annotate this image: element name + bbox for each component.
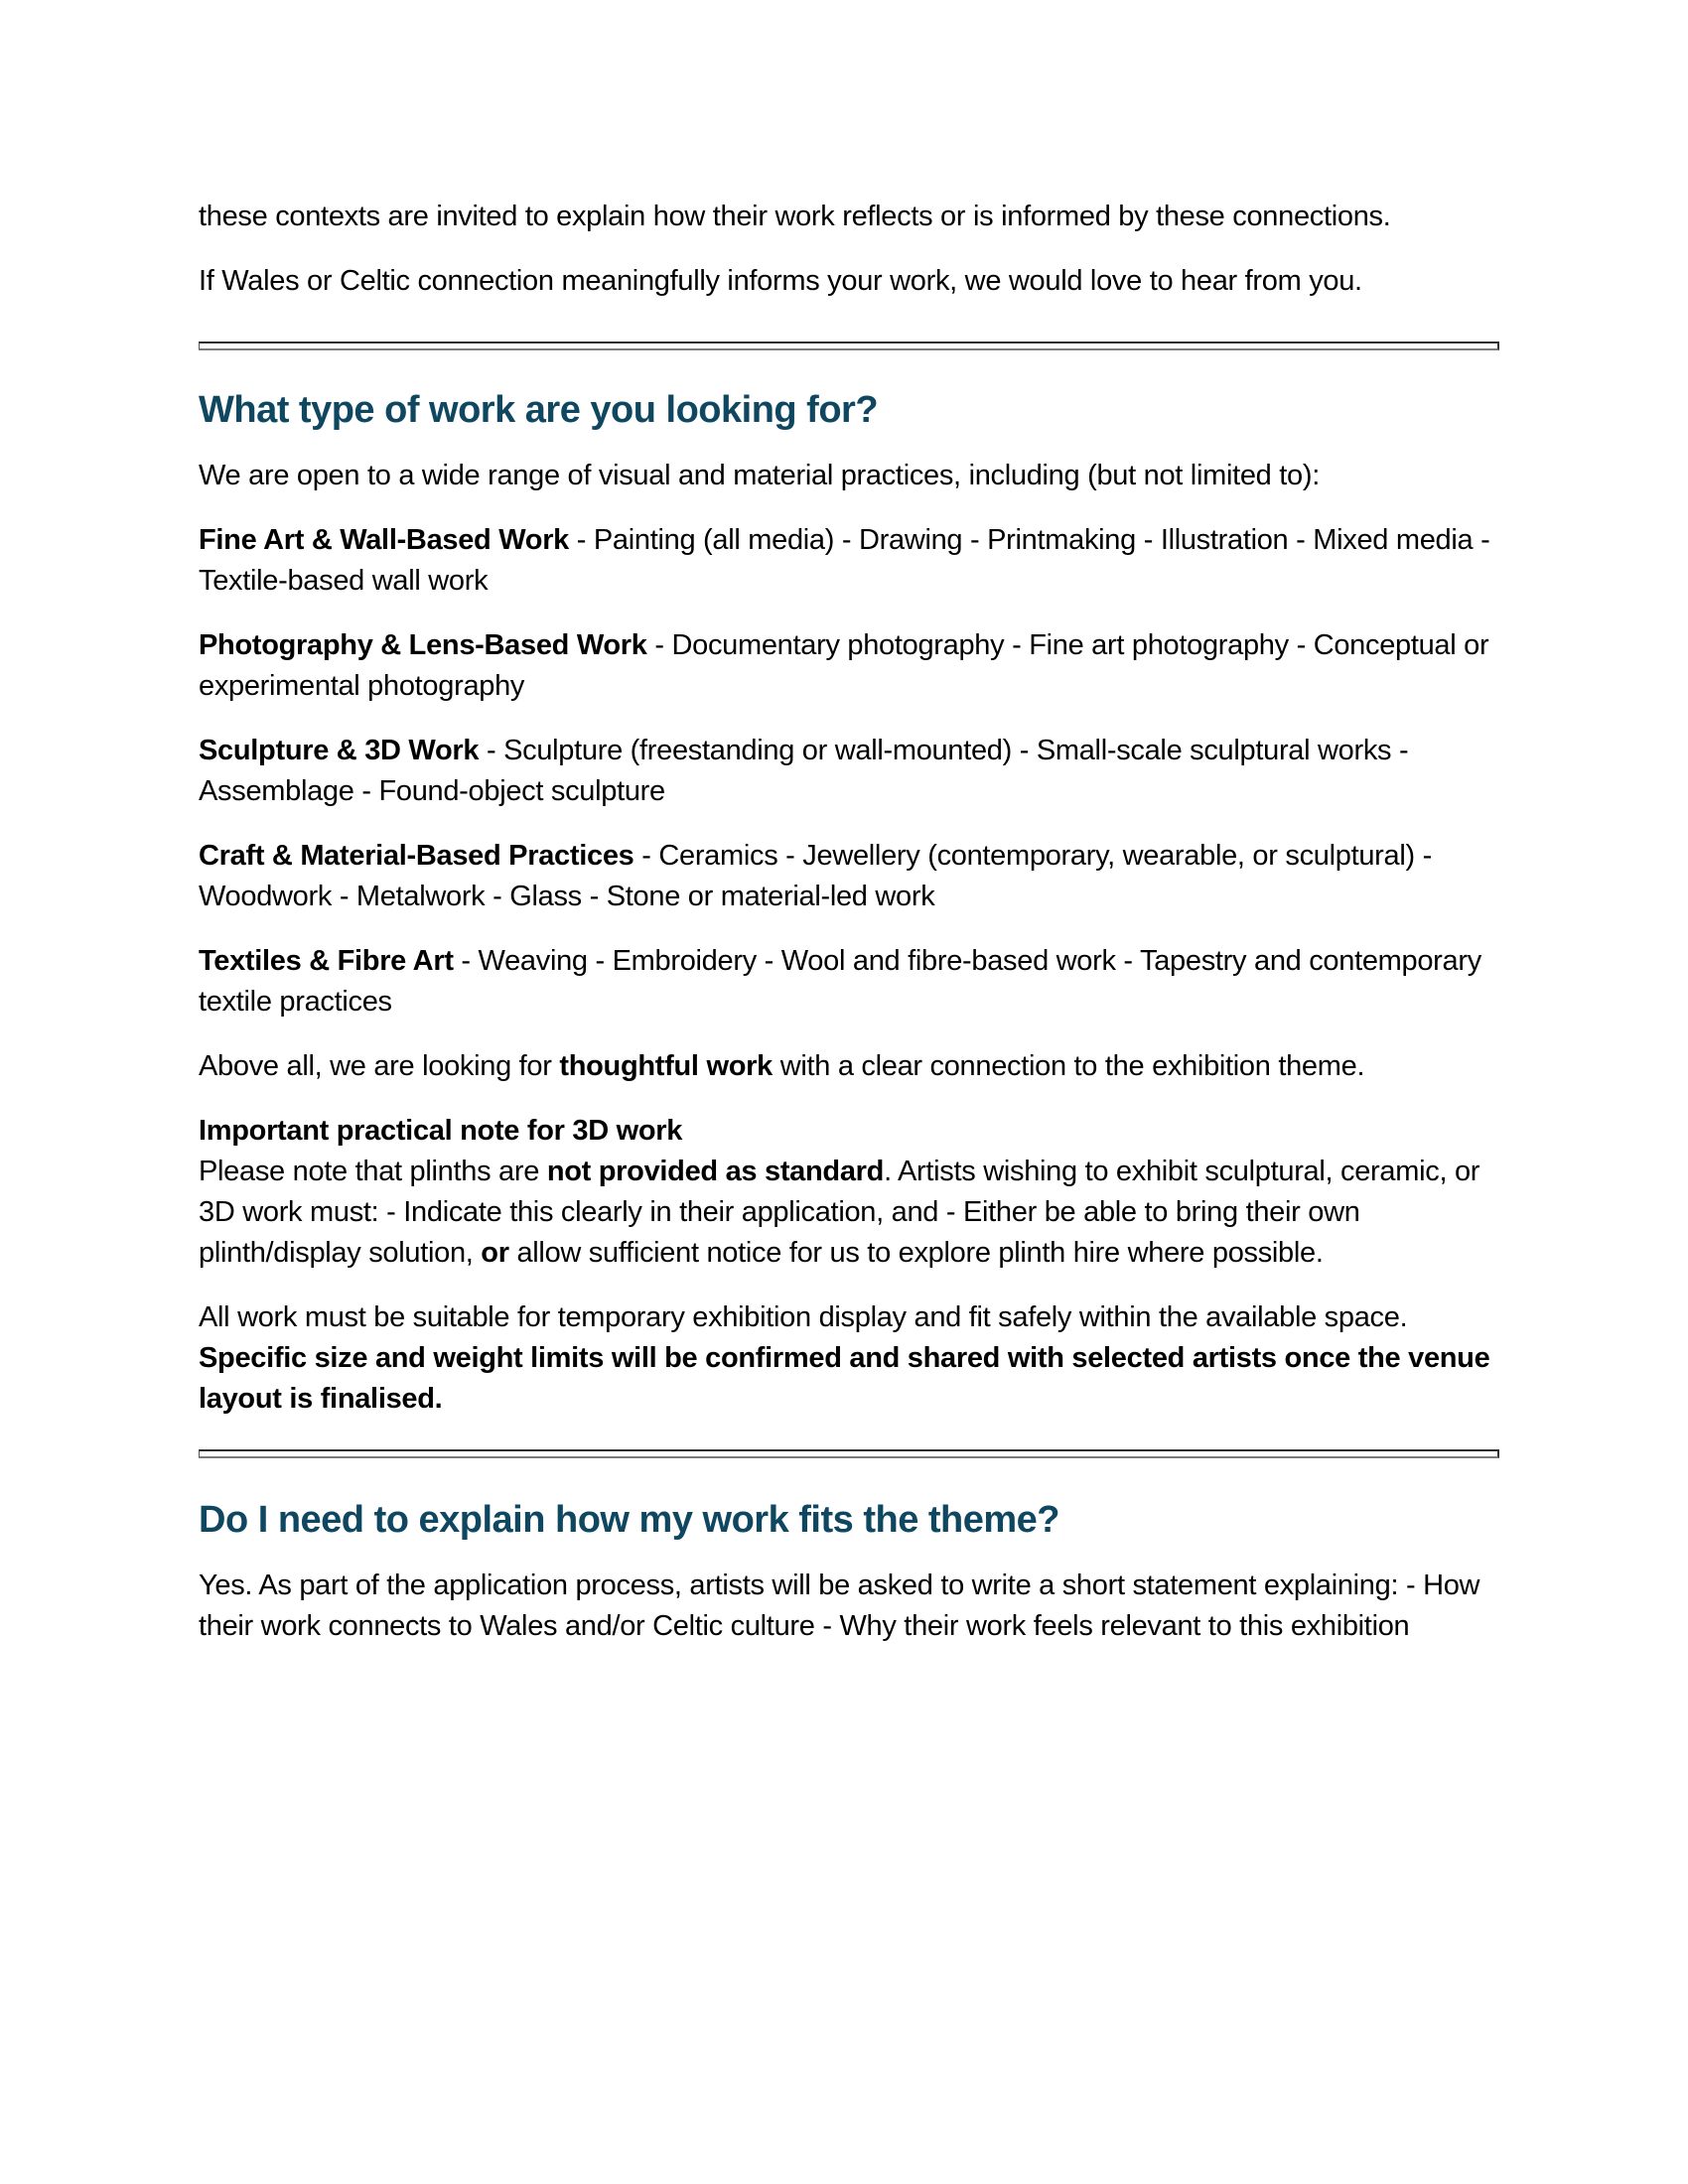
category-items: - Ceramics - Jewellery (contemporary, wearable, or sculptural) - Woodwork - Metalwork - Glass - Stone or material-led work (199, 840, 1432, 912)
category-items: - Sculpture (freestanding or wall-mounted) - Small-scale sculptural works - Assemblage - Found-object sculpture (199, 735, 1409, 807)
emphasis-text: thoughtful work (559, 1050, 773, 1082)
section-heading-work-type: What type of work are you looking for? (199, 389, 879, 431)
suitability-paragraph (199, 1297, 1499, 1420)
emphasis-text: Specific size and weight limits will be confirmed and shared with selected artists once the venue layout is finalised. (199, 1342, 1490, 1415)
text-run: Please note that plinths are (199, 1156, 547, 1187)
text-run: with a clear connection to the exhibition theme. (772, 1050, 1365, 1082)
document-page (199, 197, 1499, 1671)
text-run: All work must be suitable for temporary exhibition display and fit safely within the available space. (199, 1301, 1408, 1333)
horizontal-rule (199, 341, 1499, 350)
emphasis-text: or (481, 1237, 509, 1269)
text-run: allow sufficient notice for us to explore plinth hire where possible. (508, 1237, 1324, 1269)
section-heading-explain-theme: Do I need to explain how my work fits the theme? (199, 1499, 1060, 1541)
text-run: . Artists wishing to exhibit sculptural, ceramic, or 3D work must: - Indicate this clearly in their application, and - Either be able to bring their own plinth/display solution, (199, 1156, 1480, 1269)
note-title (199, 1111, 1499, 1152)
category-items: - Painting (all media) - Drawing - Printmaking - Illustration - Mixed media - Textile-based wall work (199, 524, 1490, 597)
category-photography (199, 625, 1499, 707)
category-title: Photography & Lens-Based Work (199, 629, 647, 661)
category-fine-art (199, 520, 1499, 602)
emphasis-text: not provided as standard (546, 1156, 885, 1187)
category-sculpture (199, 731, 1499, 812)
section2-body: Yes. As part of the application process, artists will be asked to write a short statement explaining: - How their work connects to Wales and/or Celtic culture - Why their work feels relevant to this exhibition (199, 1570, 1480, 1642)
category-items: - Documentary photography - Fine art photography - Conceptual or experimental photography (199, 629, 1489, 702)
section-lead: We are open to a wide range of visual and material practices, including (but not limited to): (199, 460, 1320, 491)
intro-paragraph-1: these contexts are invited to explain how their work reflects or is informed by these connections. (199, 201, 1391, 232)
above-all-paragraph (199, 1046, 1499, 1087)
category-items: - Weaving - Embroidery - Wool and fibre-based work - Tapestry and contemporary textile practices (199, 945, 1481, 1018)
text-run: Above all, we are looking for (199, 1050, 560, 1082)
category-title: Craft & Material-Based Practices (199, 840, 634, 872)
category-title: Fine Art & Wall-Based Work (199, 524, 570, 556)
intro-paragraph-2: If Wales or Celtic connection meaningfully informs your work, we would love to hear from you. (199, 265, 1362, 297)
note-title-text: Important practical note for 3D work (199, 1115, 683, 1147)
note-body (199, 1152, 1499, 1274)
category-craft (199, 836, 1499, 917)
category-textiles (199, 941, 1499, 1023)
horizontal-rule (199, 1449, 1499, 1458)
category-title: Textiles & Fibre Art (199, 945, 454, 977)
category-title: Sculpture & 3D Work (199, 735, 480, 766)
